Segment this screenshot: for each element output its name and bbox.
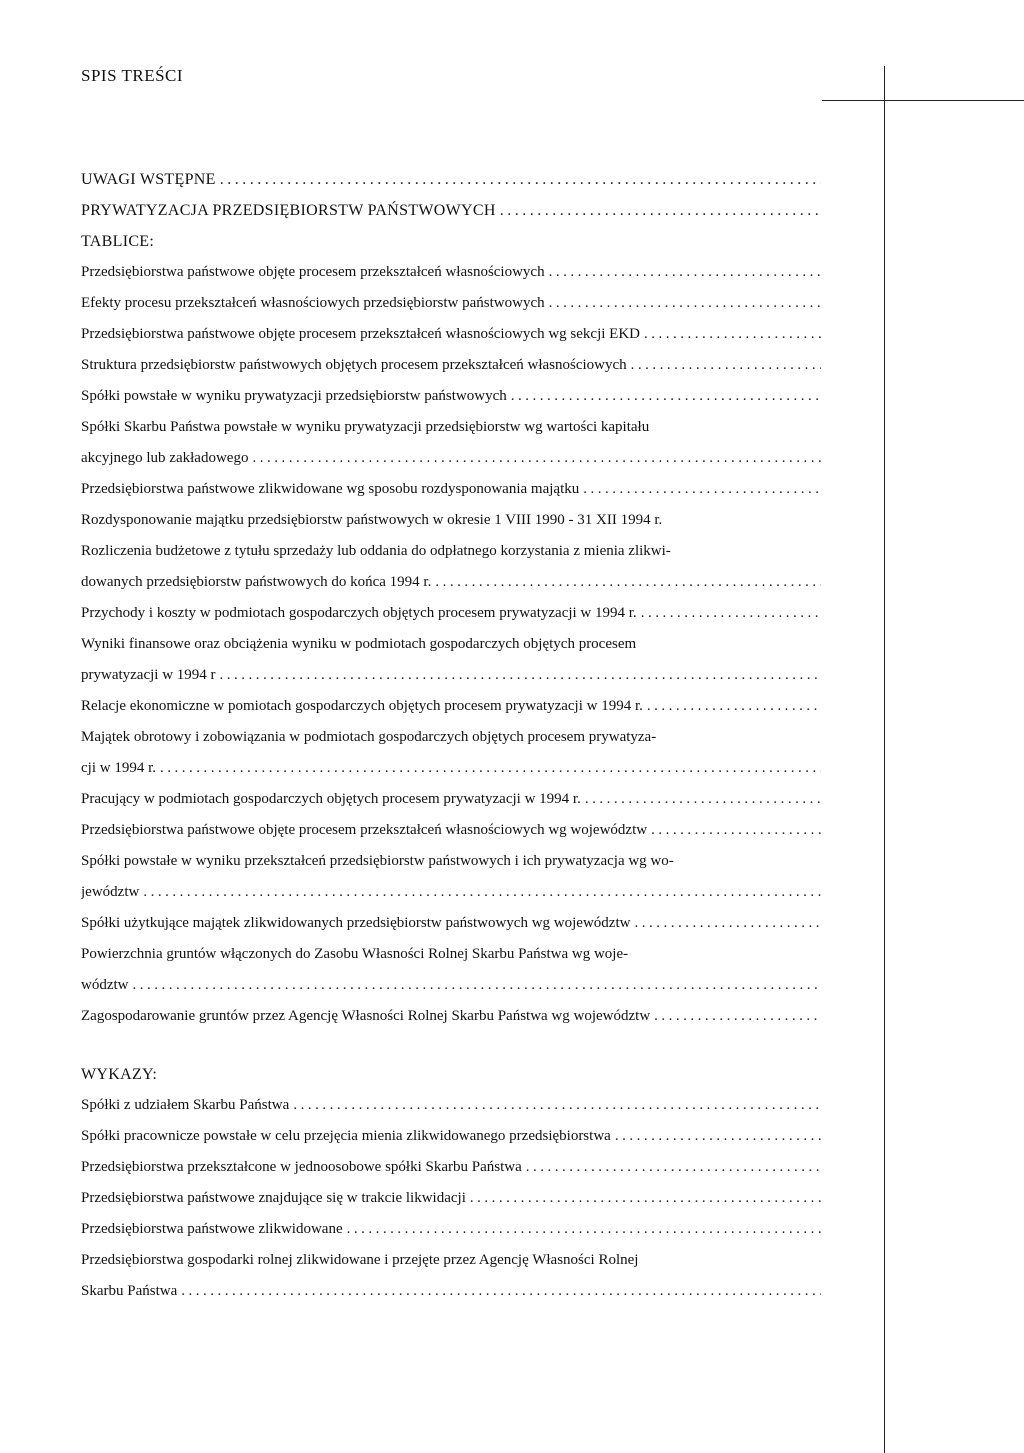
dot-leader xyxy=(181,1276,821,1307)
toc-entry-label: dowanych przedsiębiorstw państwowych do końca 1994 r. xyxy=(81,574,432,590)
toc-entry-label: Pracujący w podmiotach gospodarczych objętych procesem prywatyzacji w 1994 r. xyxy=(81,791,581,807)
toc-entry[interactable] xyxy=(81,1001,821,1032)
toc-entry-label: Powierzchnia gruntów włączonych do Zasobu Własności Rolnej Skarbu Państwa wg woje- xyxy=(81,946,629,962)
section-heading-label: TABLICE: xyxy=(81,233,155,250)
dot-leader xyxy=(641,598,821,629)
toc-entry-label: Relacje ekonomiczne w pomiotach gospodarczych objętych procesem prywatyzacji w 1994 r. xyxy=(81,698,643,714)
toc-entry-label: Spółki z udziałem Skarbu Państwa xyxy=(81,1097,290,1113)
dot-leader xyxy=(654,1001,821,1032)
dot-leader xyxy=(470,1183,821,1214)
toc-entry-label: Struktura przedsiębiorstw państwowych objętych procesem przekształceń własnościowych xyxy=(81,357,627,373)
toc-entry-label: prywatyzacji w 1994 r xyxy=(81,667,216,683)
toc-entry[interactable] xyxy=(81,784,821,815)
toc-entry-line[interactable] xyxy=(81,412,821,443)
toc-entry-label: wództw xyxy=(81,977,129,993)
toc-entry-label: Rozliczenia budżetowe z tytułu sprzedaży lub oddania do odpłatnego korzystania z mienia zlikwi- xyxy=(81,543,671,559)
toc-entry[interactable] xyxy=(81,257,821,288)
dot-leader xyxy=(644,319,821,350)
toc-entry-label: UWAGI WSTĘPNE xyxy=(81,171,216,188)
toc-entry[interactable] xyxy=(81,1183,821,1214)
dot-leader xyxy=(549,257,821,288)
dot-leader xyxy=(526,1152,821,1183)
toc-entry[interactable] xyxy=(81,505,821,536)
toc-entry-continuation[interactable] xyxy=(81,1276,821,1307)
toc-entry[interactable] xyxy=(81,691,821,722)
page-title: SPIS TREŚCI xyxy=(81,66,184,85)
dot-leader xyxy=(500,195,821,226)
toc-entry-label: cji w 1994 r. xyxy=(81,760,156,776)
dot-leader xyxy=(435,567,821,598)
dot-leader xyxy=(631,350,821,381)
dot-leader xyxy=(634,908,821,939)
dot-leader xyxy=(549,288,821,319)
toc-entry-line[interactable] xyxy=(81,939,821,970)
section-heading-label: WYKAZY: xyxy=(81,1066,158,1083)
dot-leader xyxy=(220,164,821,195)
toc-entry-continuation[interactable] xyxy=(81,753,821,784)
dot-leader xyxy=(220,660,821,691)
toc-entry-label: Spółki powstałe w wyniku przekształceń przedsiębiorstw państwowych i ich prywatyzacja wg wo- xyxy=(81,853,674,869)
dot-leader xyxy=(511,381,821,412)
dot-leader xyxy=(651,815,821,846)
toc-entry-continuation[interactable] xyxy=(81,877,821,908)
toc-entry[interactable] xyxy=(81,1090,821,1121)
toc-entry[interactable] xyxy=(81,598,821,629)
toc-entry-label: Przedsiębiorstwa państwowe znajdujące się w trakcie likwidacji xyxy=(81,1190,466,1206)
toc-entry-label: Zagospodarowanie gruntów przez Agencję Własności Rolnej Skarbu Państwa wg województw xyxy=(81,1008,651,1024)
toc-entry-continuation[interactable] xyxy=(81,970,821,1001)
toc-entry-label: PRYWATYZACJA PRZEDSIĘBIORSTW PAŃSTWOWYCH xyxy=(81,202,496,219)
dot-leader xyxy=(583,474,821,505)
toc-entry-label: Przedsiębiorstwa państwowe zlikwidowane wg sposobu rozdysponowania majątku xyxy=(81,481,580,497)
toc-entry-line[interactable] xyxy=(81,536,821,567)
toc-entry-label: Przychody i koszty w podmiotach gospodarczych objętych procesem prywatyzacji w 1994 r. xyxy=(81,605,637,621)
toc-entry-continuation[interactable] xyxy=(81,443,821,474)
toc-entry[interactable] xyxy=(81,474,821,505)
toc-entry-line[interactable] xyxy=(81,1245,821,1276)
toc-entry[interactable] xyxy=(81,1214,821,1245)
dot-leader xyxy=(133,970,822,1001)
toc-entry-label: jewództw xyxy=(81,884,140,900)
toc-entry[interactable] xyxy=(81,288,821,319)
toc-entry-label: Wyniki finansowe oraz obciążenia wyniku w podmiotach gospodarczych objętych procesem xyxy=(81,636,637,652)
toc-entry-label: Rozdysponowanie majątku przedsiębiorstw państwowych w okresie 1 VIII 1990 - 31 XII 1994 r. xyxy=(81,512,663,528)
toc-entry-label: Przedsiębiorstwa państwowe objęte procesem przekształceń własnościowych wg sekcji EKD xyxy=(81,326,640,342)
toc-entry-line[interactable] xyxy=(81,846,821,877)
dot-leader xyxy=(347,1214,821,1245)
dot-leader xyxy=(615,1121,821,1152)
toc-entry-continuation[interactable] xyxy=(81,660,821,691)
dot-leader xyxy=(143,877,821,908)
dot-leader xyxy=(160,753,821,784)
toc-entry[interactable] xyxy=(81,350,821,381)
toc-entry-label: Przedsiębiorstwa państwowe objęte procesem przekształceń własnościowych xyxy=(81,264,545,280)
toc-entry[interactable] xyxy=(81,319,821,350)
toc-entry-label: akcyjnego lub zakładowego xyxy=(81,450,249,466)
toc-entry-prywatyzacja[interactable] xyxy=(81,195,821,226)
dot-leader xyxy=(647,691,821,722)
toc-entry-continuation[interactable] xyxy=(81,567,821,598)
toc-entry[interactable] xyxy=(81,1121,821,1152)
toc-entry-label: Przedsiębiorstwa państwowe objęte procesem przekształceń własnościowych wg województw xyxy=(81,822,648,838)
toc-entry[interactable] xyxy=(81,815,821,846)
toc-entry-label: Majątek obrotowy i zobowiązania w podmiotach gospodarczych objętych procesem prywatyza- xyxy=(81,729,657,745)
toc-entry[interactable] xyxy=(81,1152,821,1183)
table-of-contents xyxy=(81,164,821,1307)
toc-entry-label: Przedsiębiorstwa państwowe zlikwidowane xyxy=(81,1221,343,1237)
dot-leader xyxy=(585,784,821,815)
toc-entry-label: Przedsiębiorstwa przekształcone w jednoosobowe spółki Skarbu Państwa xyxy=(81,1159,522,1175)
toc-entry-line[interactable] xyxy=(81,629,821,660)
horizontal-rule xyxy=(822,100,1024,101)
dot-leader xyxy=(252,443,821,474)
toc-entry-line[interactable] xyxy=(81,722,821,753)
section-heading-wykazy xyxy=(81,1059,821,1090)
toc-entry-label: Efekty procesu przekształceń własnościowych przedsiębiorstw państwowych xyxy=(81,295,545,311)
toc-entry[interactable] xyxy=(81,908,821,939)
toc-entry-label: Spółki Skarbu Państwa powstałe w wyniku prywatyzacji przedsiębiorstw wg wartości kapitału xyxy=(81,419,650,435)
toc-entry-label: Spółki pracownicze powstałe w celu przejęcia mienia zlikwidowanego przedsiębiorstwa xyxy=(81,1128,611,1144)
toc-entry[interactable] xyxy=(81,381,821,412)
toc-entry-uwagi[interactable] xyxy=(81,164,821,195)
section-spacer xyxy=(81,1032,821,1059)
toc-entry-label: Przedsiębiorstwa gospodarki rolnej zlikwidowane i przejęte przez Agencję Własności Rolnej xyxy=(81,1252,639,1268)
toc-entry-label: Spółki użytkujące majątek zlikwidowanych przedsiębiorstw państwowych wg województw xyxy=(81,915,631,931)
dot-leader xyxy=(293,1090,821,1121)
vertical-rule xyxy=(884,66,885,1453)
section-heading-tablice xyxy=(81,226,821,257)
toc-entry-label: Spółki powstałe w wyniku prywatyzacji przedsiębiorstw państwowych xyxy=(81,388,507,404)
toc-entry-label: Skarbu Państwa xyxy=(81,1283,178,1299)
